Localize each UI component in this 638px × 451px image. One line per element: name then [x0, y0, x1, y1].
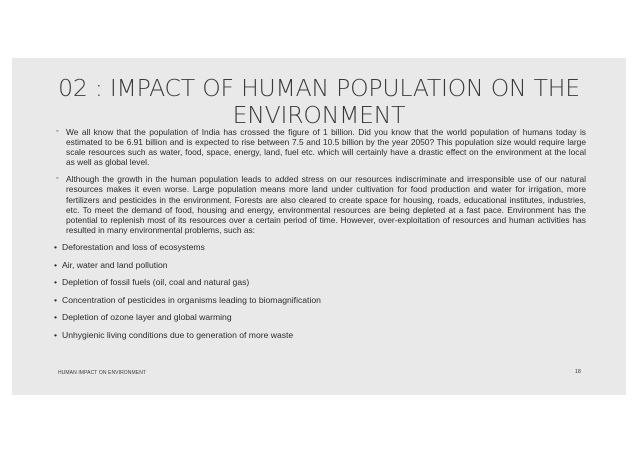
slide-title — [12, 75, 626, 129]
list-item-text: Depletion of fossil fuels (oil, coal and natural gas) — [62, 277, 250, 288]
list-item — [54, 312, 586, 322]
paragraph-text: We all know that the population of India has crossed the figure of 1 billion. Did you know that the world population of humans today is estimated to be 6.91 billion and is expected to rise between 7.5 and 10.5 billion by the year 2050? This population size would require large scale resources such as water, food, space, energy, land, fuel etc. which will certainly have a drastic effect on the environment at the local as well as global level. — [66, 127, 586, 168]
list-item — [54, 295, 586, 305]
bullet-icon: • — [54, 329, 58, 340]
list-item-text: Unhygienic living conditions due to generation of more waste — [62, 329, 294, 340]
list-item-text: Air, water and land pollution — [62, 259, 168, 270]
slide — [12, 58, 626, 395]
circle-bullet-icon: ◦ — [56, 175, 59, 183]
list-item-text: Deforestation and loss of ecosystems — [62, 241, 205, 252]
paragraph — [56, 174, 586, 235]
slide-title-line-2: ENVIRONMENT — [232, 101, 406, 129]
slide-title-line-1: 02 : IMPACT OF HUMAN POPULATION ON THE — [58, 74, 580, 102]
list-item — [54, 242, 586, 252]
list-item-text: Depletion of ozone layer and global warming — [62, 312, 232, 323]
page-number: 18 — [574, 369, 581, 375]
paragraph — [56, 127, 586, 167]
list-item — [54, 277, 586, 287]
bullet-icon: • — [54, 312, 58, 323]
list-item — [54, 330, 586, 340]
paragraph-text: Although the growth in the human population leads to added stress on our resources indiscriminate and irresponsible use of our natural resources makes it even worse. Large population means more land under cultivation for food production and water for irrigation, more fertilizers and pesticides in the environment. Forests are also cleared to create space for housing, roads, educational institutes, industries, etc. To meet the demand of food, housing and energy, environmental resources are being depleted at a fast pace. Environment has the potential to replenish most of its resources over a certain period of time. However, over-exploitation of resources and human activities has resulted in many environmental problems, such as: — [66, 174, 586, 235]
bullet-icon: • — [54, 259, 58, 270]
list-item — [54, 260, 586, 270]
list-item-text: Concentration of pesticides in organisms leading to biomagnification — [62, 294, 321, 305]
bullet-icon: • — [54, 277, 58, 288]
circle-bullet-icon: ◦ — [56, 128, 59, 135]
slide-footer: HUMAN IMPACT ON ENVIRONMENT — [58, 370, 147, 376]
slide-content — [56, 127, 586, 348]
bullet-icon: • — [54, 294, 58, 305]
bullet-icon: • — [54, 241, 58, 252]
